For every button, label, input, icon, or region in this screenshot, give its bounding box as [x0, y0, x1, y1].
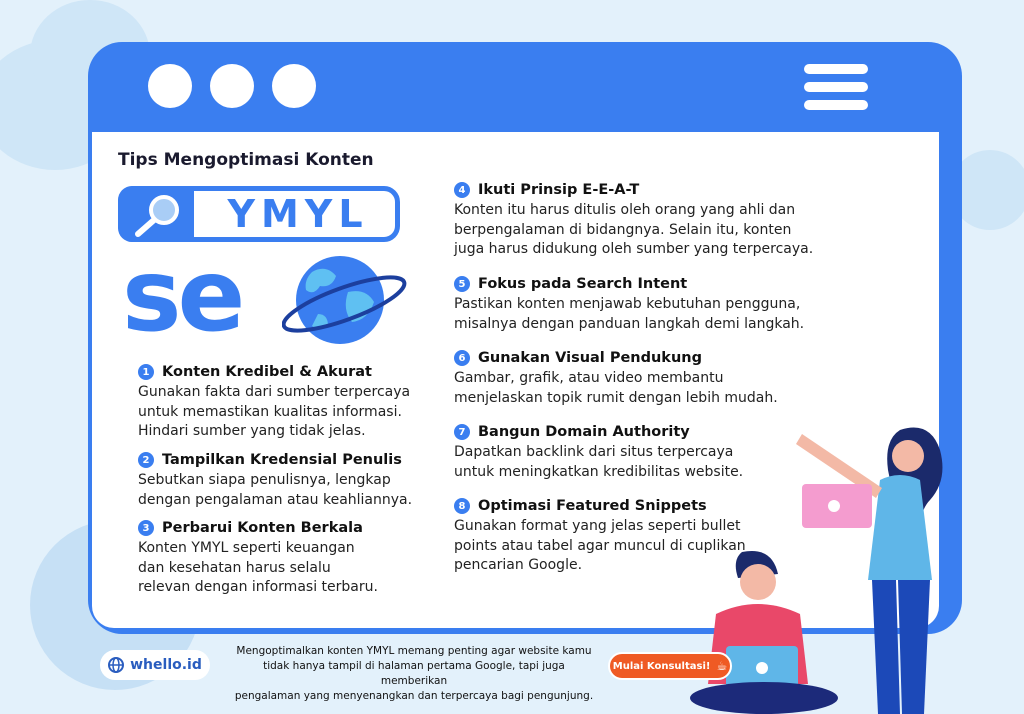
number-badge: 2: [138, 452, 154, 468]
tip-body: Konten itu harus ditulis oleh orang yang ahli dan berpengalaman di bidangnya. Selain itu, konten juga harus didukung oleh sumber yang terpercaya.: [454, 202, 814, 257]
number-badge: 8: [454, 498, 470, 514]
tip-item-6: [454, 348, 874, 408]
tip-heading: Tampilkan Kredensial Penulis: [162, 452, 402, 468]
tip-body: Konten YMYL seperti keuangan dan kesehatan harus selalu relevan dengan informasi terbaru.: [138, 540, 378, 595]
search-icon: [126, 190, 188, 238]
man-illustration: [680, 548, 850, 714]
cta-label: Mulai Konsultasi!: [612, 660, 711, 672]
tip-body: Gunakan fakta dari sumber terpercaya untuk memastikan kualitas informasi. Hindari sumber yang tidak jelas.: [138, 384, 411, 439]
tip-item-5: [454, 274, 874, 334]
brand-logo[interactable]: [100, 650, 210, 680]
tip-body: Sebutkan siapa penulisnya, lengkap dengan pengalaman atau keahliannya.: [138, 472, 413, 508]
tip-heading: Perbarui Konten Berkala: [162, 520, 363, 536]
tip-heading: Fokus pada Search Intent: [478, 276, 688, 292]
ymyl-label: YMYL: [227, 192, 369, 236]
coffee-icon: ☕: [716, 659, 728, 673]
window-dot-2: [210, 64, 254, 108]
globe-icon: [282, 252, 412, 352]
number-badge: 4: [454, 182, 470, 198]
number-badge: 5: [454, 276, 470, 292]
seo-text: se: [122, 237, 242, 354]
tip-heading: Ikuti Prinsip E-E-A-T: [478, 182, 640, 198]
globe-logo-icon: [108, 657, 124, 673]
number-badge: 6: [454, 350, 470, 366]
tip-body: Dapatkan backlink dari situs terpercaya untuk meningkatkan kredibilitas website.: [454, 444, 744, 480]
number-badge: 7: [454, 424, 470, 440]
tip-heading: Gunakan Visual Pendukung: [478, 350, 702, 366]
number-badge: 1: [138, 364, 154, 380]
consult-button[interactable]: [608, 652, 732, 680]
footer-description: Mengoptimalkan konten YMYL memang penting agar website kamu tidak hanya tampil di halaman pertama Google, tapi juga memberikan pengalaman yang menyenangkan dan terpercaya bagi pengunjung.: [234, 645, 594, 702]
tip-item-4: [454, 180, 874, 260]
tip-body: Gunakan format yang jelas seperti bullet points atau tabel agar muncul di cuplikan pencarian Google.: [454, 518, 746, 573]
window-dot-1: [148, 64, 192, 108]
tip-heading: Bangun Domain Authority: [478, 424, 690, 440]
window-dot-3: [272, 64, 316, 108]
tip-body: Pastikan konten menjawab kebutuhan pengguna, misalnya dengan panduan langkah demi langkah.: [454, 296, 805, 332]
page-title: Tips Mengoptimasi Konten: [118, 150, 374, 170]
tip-heading: Konten Kredibel & Akurat: [162, 364, 372, 380]
brand-name: whello.id: [130, 657, 202, 673]
tip-heading: Optimasi Featured Snippets: [478, 498, 707, 514]
number-badge: 3: [138, 520, 154, 536]
tip-body: Gambar, grafik, atau video membantu menjelaskan topik rumit dengan lebih mudah.: [454, 370, 778, 406]
